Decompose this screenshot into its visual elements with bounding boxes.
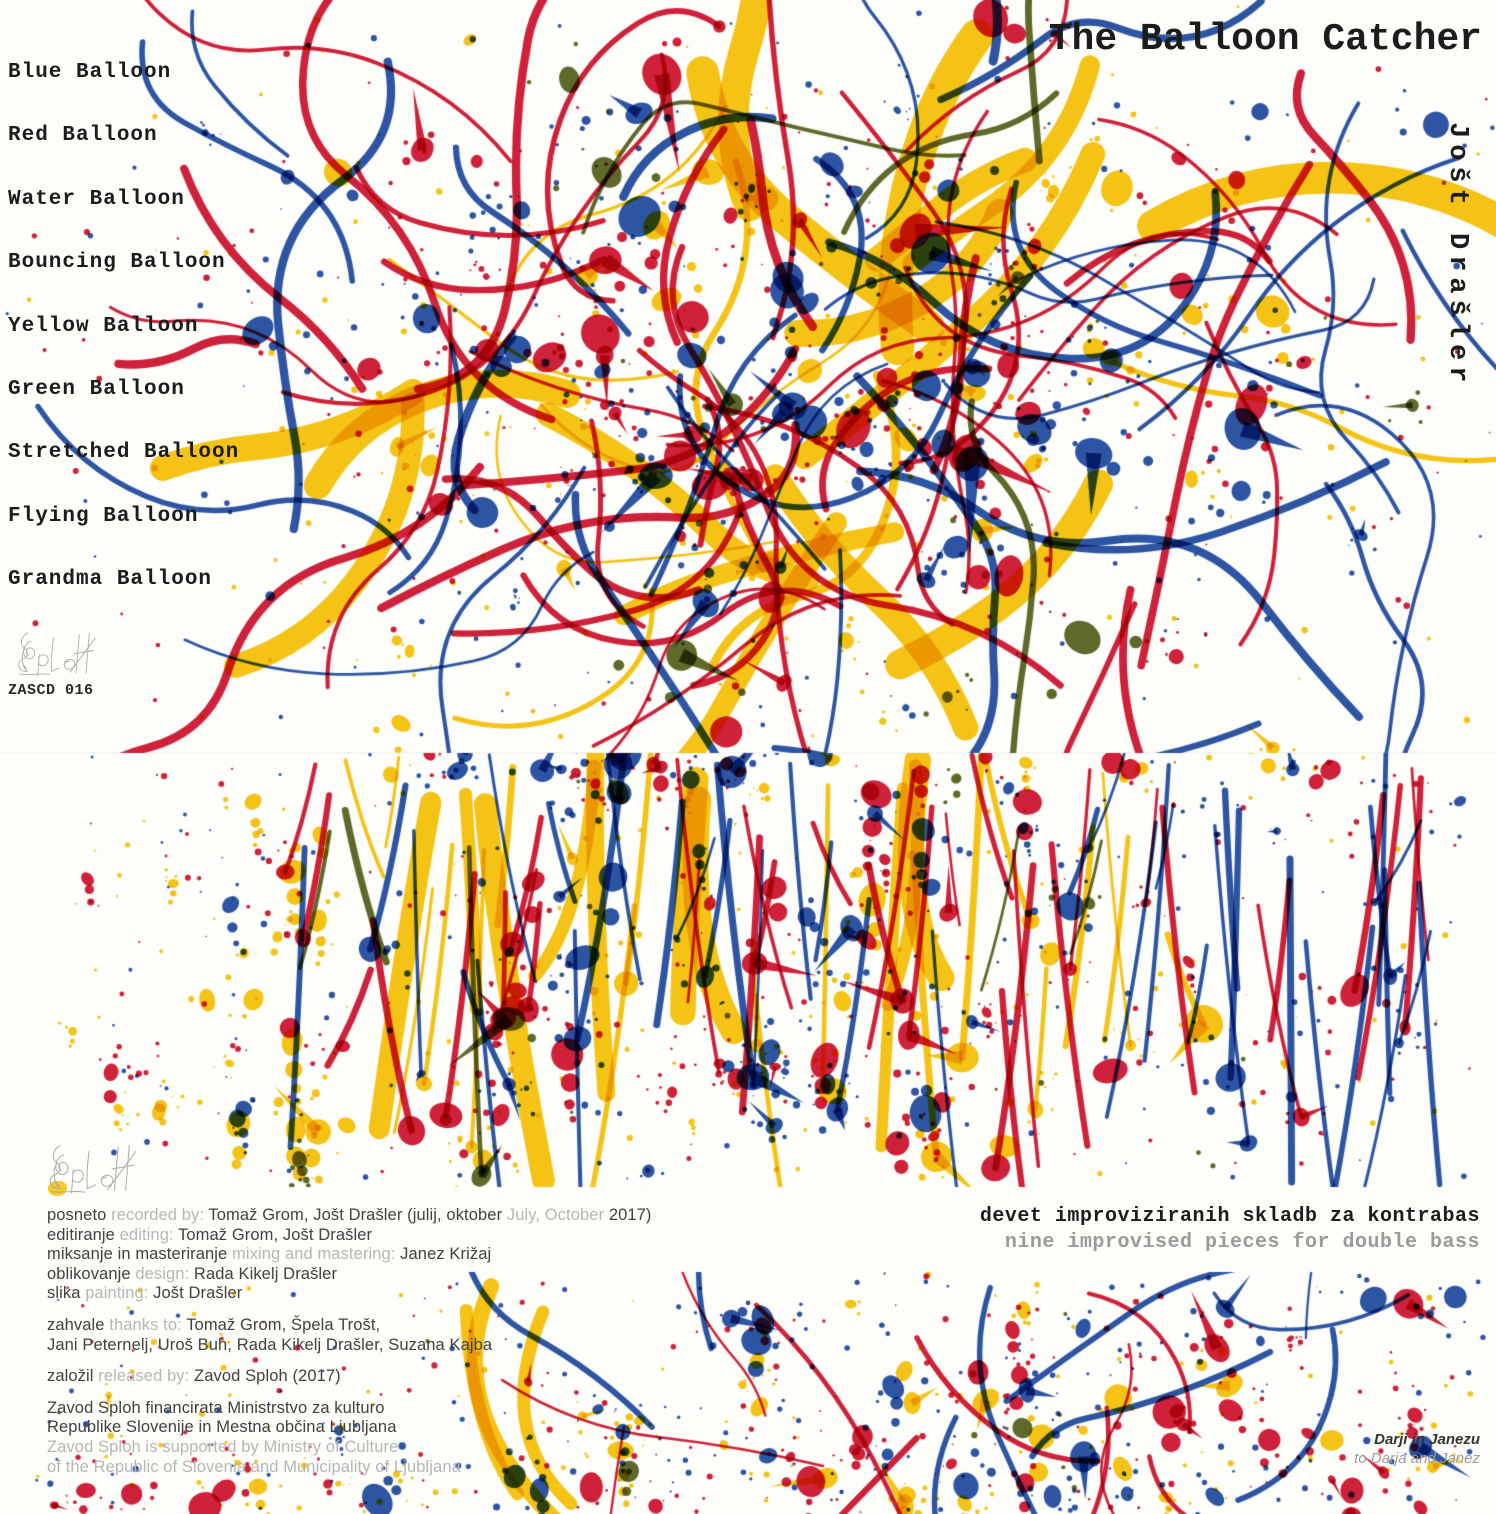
sploh-scribble-icon xyxy=(44,1140,140,1196)
track-list-item: Bouncing Balloon xyxy=(8,251,226,275)
credits-segment: Zavod Sploh financirata Ministrstvo za kulturo xyxy=(47,1398,385,1417)
artist-name-vertical: Jošt Drašler xyxy=(1442,122,1472,389)
credits-segment: Zavod Sploh (2017) xyxy=(189,1367,341,1386)
dedication-sl: Darji in Janezu xyxy=(1374,1431,1480,1448)
credits-paragraph xyxy=(47,1206,652,1304)
track-list-item: Grandma Balloon xyxy=(8,568,213,592)
credits-segment: Tomaž Grom, Jošt Drašler (julij, oktober xyxy=(204,1206,507,1224)
sploh-logo xyxy=(8,628,104,678)
album-title: The Balloon Catcher xyxy=(1048,18,1482,61)
credits-segment: 2017) xyxy=(608,1206,652,1224)
credits-segment: miksanje in masteriranje xyxy=(47,1245,232,1264)
credits-segment: založil xyxy=(47,1367,99,1386)
credits-paragraph xyxy=(47,1316,652,1355)
track-list xyxy=(8,62,239,633)
credits-segment: July, October xyxy=(506,1206,609,1224)
credits-segment: Tomaž Grom, Špela Trošt, xyxy=(181,1315,381,1334)
credits-segment: released by: xyxy=(98,1367,190,1386)
credits-segment: editiranje xyxy=(47,1225,120,1244)
credits-line xyxy=(47,1245,652,1265)
credits-segment: Rada Kikelj Drašler xyxy=(189,1264,338,1283)
credits-segment: slika xyxy=(47,1284,86,1303)
credits-segment: zahvale xyxy=(47,1315,110,1334)
pieces-note xyxy=(980,1204,1480,1256)
track-list-item: Red Balloon xyxy=(8,124,158,148)
credits-segment: painting: xyxy=(85,1284,149,1303)
credits-segment: Jani Peternelj, Uroš Buh, Rada Kikelj Drašler, Suzana Kajba xyxy=(47,1335,493,1354)
credits-segment: Janez Križaj xyxy=(395,1245,492,1264)
credits-segment: oblikovanje xyxy=(47,1264,136,1283)
dedication-en: to Darja and Janez xyxy=(1354,1450,1480,1467)
credits-line xyxy=(47,1418,652,1438)
credits-line xyxy=(47,1336,652,1356)
credits-block xyxy=(47,1206,652,1489)
credits-segment: Jošt Drašler xyxy=(148,1284,243,1303)
credits-paragraph xyxy=(47,1367,652,1387)
pieces-note-en: nine improvised pieces for double bass xyxy=(1004,1231,1480,1254)
credits-segment: recorded by: xyxy=(111,1206,205,1224)
credits-segment: design: xyxy=(135,1264,190,1283)
credits-segment: posneto xyxy=(47,1206,112,1224)
track-list-item: Flying Balloon xyxy=(8,504,199,528)
credits-segment: Tomaž Grom, Jošt Drašler xyxy=(173,1225,373,1244)
credits-line xyxy=(47,1206,652,1226)
track-list-item: Water Balloon xyxy=(8,187,185,211)
credits-segment: thanks to: xyxy=(109,1315,182,1334)
track-list-item: Blue Balloon xyxy=(8,61,172,84)
track-list-item: Stretched Balloon xyxy=(8,441,240,465)
credits-line xyxy=(47,1458,652,1478)
credits-line xyxy=(47,1265,652,1285)
credits-line xyxy=(47,1438,652,1458)
credits-segment: editing: xyxy=(119,1225,174,1244)
pieces-note-sl: devet improviziranih skladb za kontrabas xyxy=(979,1205,1480,1228)
credits-line xyxy=(47,1316,652,1336)
credits-line xyxy=(47,1226,652,1246)
credits-segment: Zavod Sploh is supported by Ministry of Culture xyxy=(47,1437,399,1456)
sploh-scribble-icon xyxy=(8,628,104,678)
credits-segment: Republike Slovenije in Mestna občina Ljubljana xyxy=(47,1418,397,1437)
credits-line xyxy=(47,1399,652,1419)
credits-paragraph xyxy=(47,1399,652,1477)
credits-line xyxy=(47,1367,652,1387)
catalog-number: ZASCD 016 xyxy=(8,682,94,699)
sploh-logo xyxy=(44,1140,140,1196)
credits-line xyxy=(47,1284,652,1304)
dedication xyxy=(1354,1430,1480,1468)
track-list-item: Yellow Balloon xyxy=(8,314,199,338)
credits-segment: mixing and mastering: xyxy=(231,1245,396,1264)
credits-segment: of the Republic of Slovenia and Municipality of Ljubljana xyxy=(47,1457,461,1476)
track-list-item: Green Balloon xyxy=(8,377,185,401)
